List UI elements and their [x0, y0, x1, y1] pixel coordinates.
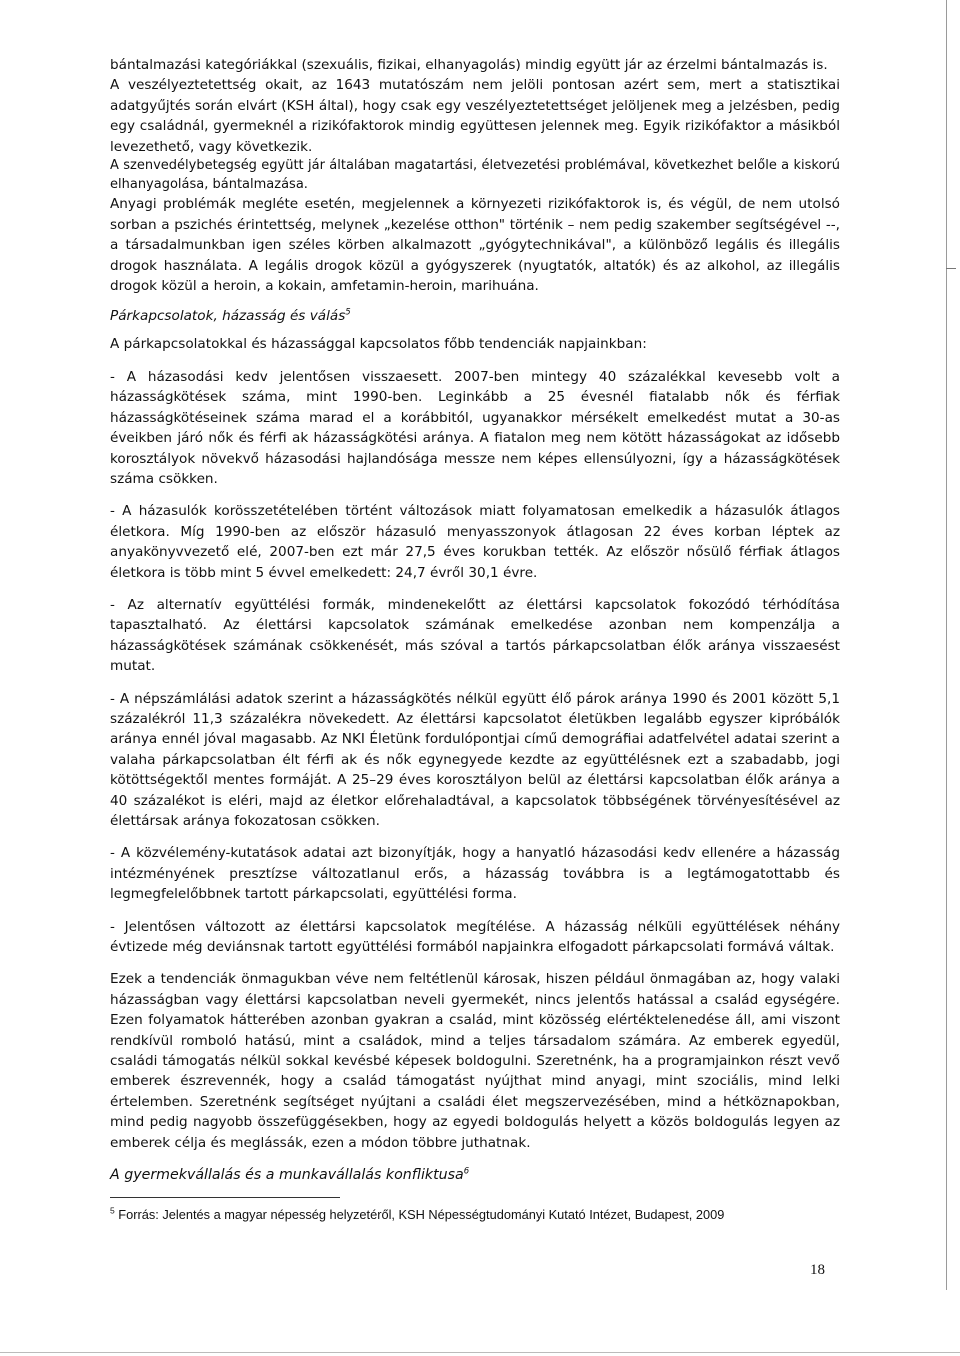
scan-bottom-edge: [0, 1352, 960, 1353]
document-page: [110, 55, 840, 1224]
trend-item-alternative-forms: - Az alternatív együttélési formák, mindenekelőtt az élettársi kapcsolatok fokozódó térhódítása tapasztalható. Az élettársi kapcsolatok számának emelkedése azonban nem kompenzálja a házasságkötések számának csökkenését, más szóval a tartós párkapcsolatban élők aránya visszaesést mutat.: [110, 596, 840, 675]
footnote-ref: 6: [463, 1166, 470, 1177]
page-number: 18: [810, 1262, 825, 1278]
section-heading-text: A gyermekvállalás és a munkavállalás konfliktusa: [110, 1167, 464, 1184]
paragraph-conclusion: Ezek a tendenciák önmagukban véve nem feltétlenül károsak, hiszen például önmagában az, hogy valaki házasságban vagy élettársi kapcsolatban neveli gyermekét, nincs jelentős hatással a család egységére. Ezen folyamatok hátterében azonban gyakran a család, mint közösség elértéktelenedése áll, ami viszont rendkívül romboló hatású, mint a családok, mind a teljes társadalom számára. Az emberek egyedül, családi támogatás nélkül sokkal kevésbé képesek boldogulni. Szeretnénk, ha a programjainkon részt vevő emberek észrevennék, hogy a család támogatást nyújthat mind anyagi, mint szociális, mind lelki értelemben. Szeretnénk segítséget nyújtani a családi élet megszervezésében, mind a hétköznapokban, mind pedig nagyobb összefüggésekben, hogy az egyedi boldogulás helyett a közös boldogulás legyen az emberek célja és meglássák, ezen a módon többre juthatnak.: [110, 971, 840, 1151]
section-heading-text: Párkapcsolatok, házasság és válás: [110, 308, 346, 325]
trend-item-cohabitation-perception: - Jelentősen változott az élettársi kapcsolatok megítélése. A házasság nélküli együttélések néhány évtizede még deviánsnak tartott együttélési formából napjainkra elfogadott párkapcsolati formává váltak.: [110, 918, 840, 956]
paragraph-continuation: bántalmazási kategóriákkal (szexuális, fizikai, elhanyagolás) mindig együtt jár az érzelmi bántalmazás is.: [110, 57, 828, 73]
trend-item-marriage-age: - A házasulók korösszetételében történt változások miatt folyamatosan emelkedik a házasulók átlagos életkora. Míg 1990-ben az először házasuló menyasszonyok átlagosan 22 éves korban léptek az anyakönyvvezető elé, 2007-ben ezt már 27,5 éves korukban tették. Az először nősülő férfiak átlagos életkora is több mint 5 évvel emelkedett: 24,7 évről 30,1 évre.: [110, 503, 840, 581]
trend-item-census-data: - A népszámlálási adatok szerint a házasságkötés nélkül együtt élő párok aránya 1990 és 2001 között 5,1 százalékról 11,3 százalékra növekedett. Az élettársi kapcsolatot életükben legalább egyszer kipróbálók aránya ennél jóval magasabb. Az NKI Életünk fordulópontjai című demográfiai adatfelvétel adatai szerint a valaha párkapcsolatban élt férfi ak és nők egynegyede kezdte az együttélésnek ezt a szabadabb, jogi kötöttségektől mentes formáját. A 25–29 éves korosztályon belül az élettársi kapcsolatban élők aránya a 40 százalékot is eléri, majd az életkor előrehaladtával, a kapcsolatok többségének törvényesítésével az élettársak aránya fokozatosan csökken.: [110, 690, 840, 829]
trend-item-opinion-polls: - A közvélemény-kutatások adatai azt bizonyítják, hogy a hanyatló házasodási kedv ellenére a házasság intézményének presztízse változatlanul erős, a házasság továbbra is a legtámogatottabb és legmegfelelőbbnek tartott párkapcsolati, együttélési forma.: [110, 845, 840, 903]
paragraph-addiction: A szenvedélybetegség együtt jár általában magatartási, életvezetési problémával, következhet belőle a kiskorú elhanyagolása, bántalmazása.: [110, 158, 840, 192]
footnote-ref: 5: [345, 307, 351, 318]
footnote-separator: [110, 1197, 340, 1198]
footnote-number: 5: [110, 1205, 115, 1216]
trend-item-marriage-decline: - A házasodási kedv jelentősen visszaesett. 2007-ben mintegy 40 százalékkal kevesebb volt a házasságkötések száma, mint 1990-ben. Leginkább a 25 évesnél fiatalabb nők és férfiak házasságkötéseinek száma marad el a korábbitól, ugyanakkor mérsékelt emelkedést mutat a 30-as éveikben járó nők és férfi ak házasságkötési aránya. A fiatalon meg nem kötött házasságokat az idősebb korosztályok növekvő házasodási hajlandósága messze nem képes ellensúlyozni, így a házasságkötések száma csökken.: [110, 368, 840, 487]
paragraph-risk-factors: A veszélyeztetettség okait, az 1643 mutatószám nem jelöli pontosan azért sem, mert a statisztikai adatgyűjtés során elvárt (KSH által), hogy csak egy veszélyeztetettséget jelöljenek meg a jelzésben, pedig egy családnál, gyermeknél a rizikófaktorok mindig együttesen jelennek meg. Egyik rizikófaktor a másikból levezethető, vagy következik.: [110, 77, 840, 155]
footnote: [110, 1206, 840, 1224]
section-heading-relationships: [110, 306, 840, 326]
paragraph-financial-problems: Anyagi problémák megléte esetén, megjelennek a környezeti rizikófaktorok is, és végül, de nem utolsó sorban a pszichés érintettség, melynek „kezelése otthon" történik – nem pedig szakember segítségével --, a társadalmunkban igen széles körben alkalmazott „gyógytechnikával", a különböző legális és illegális drogok használata. A legális drogok közül a gyógyszerek (nyugtatók, altatók) és az alkohol, az illegális drogok közül a heroin, a kokain, amfetamin-heroin, marihuána.: [110, 196, 840, 295]
scan-edge-tick: [946, 268, 956, 269]
scan-edge-line: [946, 0, 947, 1290]
trends-intro: A párkapcsolatokkal és házassággal kapcsolatos főbb tendenciák napjainkban:: [110, 336, 647, 353]
footnote-text: Forrás: Jelentés a magyar népesség helyzetéről, KSH Népességtudományi Kutató Intézet, Budapest, 2009: [118, 1207, 725, 1223]
section-heading-childbearing: [110, 1165, 840, 1185]
